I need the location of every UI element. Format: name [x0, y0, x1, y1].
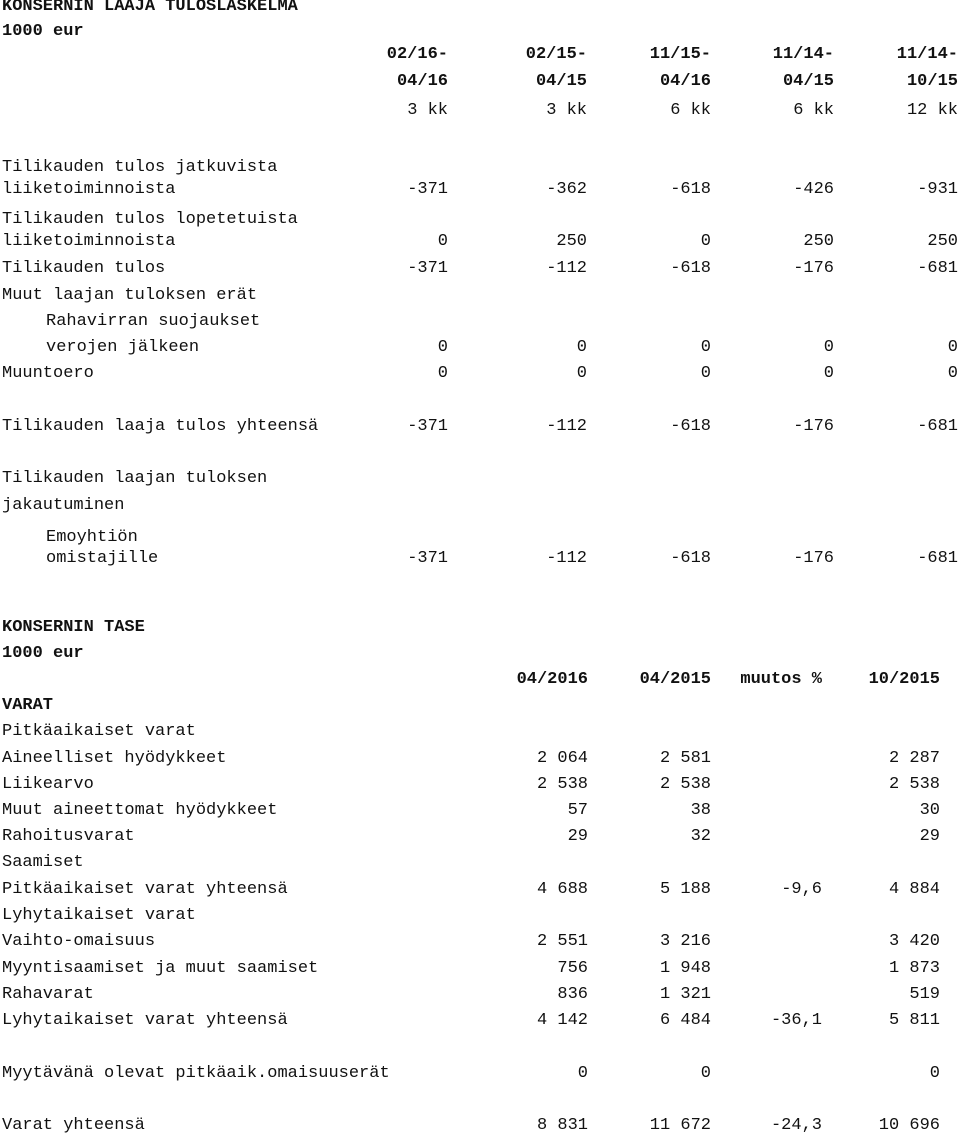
income-cell: -371 — [407, 259, 448, 278]
income-column-header: 6 kk — [793, 101, 834, 120]
balance-cell: 3 420 — [888, 932, 940, 951]
income-cell: -681 — [917, 549, 958, 568]
income-cell: -618 — [670, 417, 711, 436]
income-cell: 250 — [803, 232, 834, 251]
balance-column-header: muutos % — [740, 670, 822, 689]
balance-row-label: Varat yhteensä — [2, 1116, 145, 1135]
balance-cell: 2 538 — [659, 775, 711, 794]
income-cell: -618 — [670, 549, 711, 568]
income-column-header: 11/14- — [896, 45, 958, 64]
balance-column-header: 10/2015 — [868, 670, 940, 689]
income-column-header: 11/15- — [649, 45, 711, 64]
income-row-label: Muut laajan tuloksen erät — [2, 286, 258, 305]
income-cell: 0 — [700, 364, 711, 383]
income-cell: 0 — [576, 364, 587, 383]
income-cell: 0 — [437, 232, 448, 251]
income-cell: 0 — [437, 338, 448, 357]
balance-cell: 4 884 — [888, 880, 940, 899]
income-cell: -681 — [917, 417, 958, 436]
income-row-label: verojen jälkeen — [46, 338, 200, 357]
income-row-label: Tilikauden laaja tulos yhteensä — [2, 417, 319, 436]
income-row-label: Tilikauden tulos jatkuvista — [2, 158, 278, 177]
income-cell: -426 — [793, 180, 834, 199]
balance-cell: 4 142 — [536, 1011, 588, 1030]
balance-row-label: Vaihto-omaisuus — [2, 932, 156, 951]
income-unit: 1000 eur — [2, 22, 84, 41]
income-cell: 0 — [947, 364, 958, 383]
income-row-label: liiketoiminnoista — [2, 180, 176, 199]
income-column-header: 04/15 — [782, 72, 834, 91]
balance-row-label: Myyntisaamiset ja muut saamiset — [2, 959, 319, 978]
income-row-label: Tilikauden laajan tuloksen — [2, 469, 268, 488]
balance-cell: 519 — [909, 985, 940, 1004]
income-column-header: 3 kk — [407, 101, 448, 120]
income-cell: -112 — [546, 417, 587, 436]
income-cell: -176 — [793, 549, 834, 568]
income-cell: -618 — [670, 259, 711, 278]
balance-cell: 2 551 — [536, 932, 588, 951]
balance-row-label: Rahavarat — [2, 985, 94, 1004]
balance-cell: 2 581 — [659, 749, 711, 768]
balance-cell: 3 216 — [659, 932, 711, 951]
balance-cell: 6 484 — [659, 1011, 711, 1030]
income-column-header: 02/16- — [386, 45, 448, 64]
balance-cell: 10 696 — [878, 1116, 940, 1135]
income-row-label: Muuntoero — [2, 364, 94, 383]
income-cell: -931 — [917, 180, 958, 199]
balance-cell: 8 831 — [536, 1116, 588, 1135]
income-column-header: 04/15 — [535, 72, 587, 91]
balance-title: KONSERNIN TASE — [2, 618, 145, 637]
balance-section-heading: VARAT — [2, 696, 54, 715]
income-column-header: 04/16 — [659, 72, 711, 91]
balance-cell: 2 538 — [536, 775, 588, 794]
balance-cell: 5 811 — [888, 1011, 940, 1030]
balance-cell: 0 — [577, 1064, 588, 1083]
income-column-header: 12 kk — [906, 101, 958, 120]
balance-row-label: Aineelliset hyödykkeet — [2, 749, 227, 768]
income-row-label: Tilikauden tulos lopetetuista — [2, 210, 298, 229]
income-row-label: Tilikauden tulos — [2, 259, 166, 278]
balance-cell: 57 — [567, 801, 588, 820]
income-column-header: 10/15 — [906, 72, 958, 91]
balance-cell: 1 873 — [888, 959, 940, 978]
income-cell: -112 — [546, 549, 587, 568]
income-row-label: liiketoiminnoista — [2, 232, 176, 251]
income-cell: -371 — [407, 180, 448, 199]
balance-cell: -9,6 — [781, 880, 822, 899]
income-column-header: 02/15- — [525, 45, 587, 64]
balance-cell: 29 — [919, 827, 940, 846]
balance-cell: 5 188 — [659, 880, 711, 899]
balance-cell: 0 — [929, 1064, 940, 1083]
balance-cell: -36,1 — [770, 1011, 822, 1030]
income-cell: -371 — [407, 417, 448, 436]
income-column-header: 04/16 — [396, 72, 448, 91]
balance-row-label: Liikearvo — [2, 775, 94, 794]
income-cell: 0 — [700, 338, 711, 357]
balance-row-label: Pitkäaikaiset varat — [2, 722, 196, 741]
income-title: KONSERNIN LAAJA TULOSLASKELMA — [2, 0, 298, 16]
balance-cell: 30 — [919, 801, 940, 820]
balance-cell: 11 672 — [649, 1116, 711, 1135]
income-row-label: Rahavirran suojaukset — [46, 312, 261, 331]
balance-cell: 2 064 — [536, 749, 588, 768]
income-cell: -362 — [546, 180, 587, 199]
income-column-header: 11/14- — [772, 45, 834, 64]
balance-cell: 2 538 — [888, 775, 940, 794]
balance-cell: 29 — [567, 827, 588, 846]
income-cell: 0 — [823, 338, 834, 357]
balance-cell: 1 948 — [659, 959, 711, 978]
income-cell: -681 — [917, 259, 958, 278]
income-cell: 0 — [576, 338, 587, 357]
income-row-label: jakautuminen — [2, 496, 125, 515]
balance-cell: 756 — [557, 959, 588, 978]
income-row-label: Emoyhtiön — [46, 528, 138, 547]
balance-cell: 38 — [690, 801, 711, 820]
balance-cell: 0 — [700, 1064, 711, 1083]
balance-row-label: Lyhytaikaiset varat — [2, 906, 196, 925]
balance-row-label: Myytävänä olevat pitkäaik.omaisuuserät — [2, 1064, 390, 1083]
income-cell: 0 — [700, 232, 711, 251]
balance-row-label: Rahoitusvarat — [2, 827, 135, 846]
income-cell: -618 — [670, 180, 711, 199]
balance-cell: 2 287 — [888, 749, 940, 768]
balance-column-header: 04/2015 — [639, 670, 711, 689]
balance-cell: -24,3 — [770, 1116, 822, 1135]
income-cell: 250 — [556, 232, 587, 251]
income-column-header: 3 kk — [546, 101, 587, 120]
income-column-header: 6 kk — [670, 101, 711, 120]
balance-cell: 836 — [557, 985, 588, 1004]
income-row-label: omistajille — [46, 549, 159, 568]
balance-row-label: Lyhytaikaiset varat yhteensä — [2, 1011, 288, 1030]
income-cell: 0 — [947, 338, 958, 357]
income-cell: 0 — [823, 364, 834, 383]
balance-unit: 1000 eur — [2, 644, 84, 663]
income-cell: -176 — [793, 259, 834, 278]
balance-row-label: Saamiset — [2, 853, 84, 872]
balance-cell: 32 — [690, 827, 711, 846]
income-cell: 250 — [927, 232, 958, 251]
income-cell: -371 — [407, 549, 448, 568]
balance-row-label: Muut aineettomat hyödykkeet — [2, 801, 278, 820]
income-cell: -112 — [546, 259, 587, 278]
income-cell: -176 — [793, 417, 834, 436]
balance-cell: 1 321 — [659, 985, 711, 1004]
income-cell: 0 — [437, 364, 448, 383]
balance-column-header: 04/2016 — [516, 670, 588, 689]
balance-cell: 4 688 — [536, 880, 588, 899]
balance-row-label: Pitkäaikaiset varat yhteensä — [2, 880, 288, 899]
